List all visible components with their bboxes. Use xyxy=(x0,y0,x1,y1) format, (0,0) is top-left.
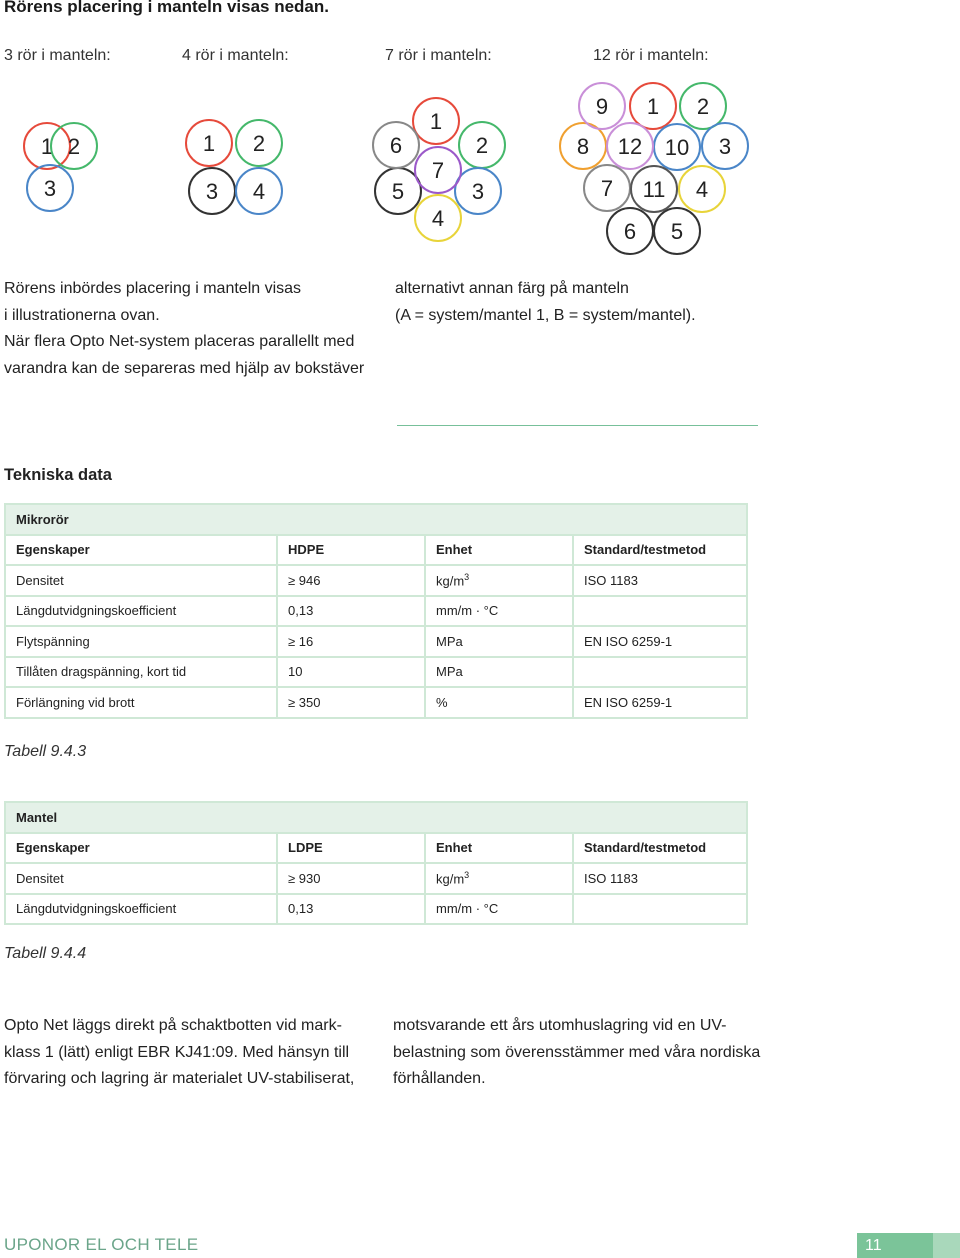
section-divider xyxy=(397,425,758,426)
pipe-number: 2 xyxy=(475,133,489,158)
column-header: Standard/testmetod xyxy=(573,535,747,566)
cell-unit xyxy=(425,863,573,894)
pipe-number: 4 xyxy=(431,206,445,231)
cell-property: Tillåten dragspänning, kort tid xyxy=(5,657,277,688)
cell-unit xyxy=(425,565,573,596)
pipe-1 xyxy=(413,98,459,144)
pipe-1 xyxy=(24,123,70,169)
outro-right-text xyxy=(393,1013,760,1093)
pipe-10 xyxy=(654,124,700,170)
jacket-table xyxy=(4,801,748,925)
config-label-12: 12 rör i manteln: xyxy=(593,47,709,64)
intro-line: varandra kan de separeras med hjälp av bokstäver xyxy=(4,359,365,377)
cell-standard: EN ISO 6259-1 xyxy=(573,687,747,718)
table-row xyxy=(5,565,747,596)
pipe-3 xyxy=(455,168,501,214)
config-label-3: 3 rör i manteln: xyxy=(4,47,111,64)
pipe-number: 1 xyxy=(646,94,660,119)
cell-standard xyxy=(573,596,747,627)
table-row xyxy=(5,657,747,688)
pipe-1 xyxy=(186,120,232,166)
pipe-4 xyxy=(236,168,282,214)
cell-unit xyxy=(425,626,573,657)
page-heading: Rörens placering i manteln visas nedan. xyxy=(4,0,329,16)
column-header: Enhet xyxy=(425,535,573,566)
pipe-6 xyxy=(373,122,419,168)
page-badge-accent xyxy=(933,1233,960,1258)
cell-value: ≥ 350 xyxy=(277,687,425,718)
pipe-number: 3 xyxy=(718,134,732,159)
pipe-12 xyxy=(607,123,653,169)
pipe-9 xyxy=(579,83,625,129)
microtube-table xyxy=(4,503,748,719)
pipe-number: 11 xyxy=(642,177,666,202)
cell-unit xyxy=(425,657,573,688)
intro-line: Rörens inbördes placering i manteln visas xyxy=(4,280,302,297)
unit-text: mm/m · °C xyxy=(436,603,499,619)
pipe-3 xyxy=(189,168,235,214)
column-header: Standard/testmetod xyxy=(573,833,747,864)
table-row xyxy=(5,626,747,657)
outro-line: motsvarande ett års utomhuslagring vid en UV- xyxy=(393,1017,727,1034)
pipe-3 xyxy=(702,123,748,169)
pipe-placement-diagram xyxy=(0,70,760,270)
table-row xyxy=(5,687,747,718)
unit-text: MPa xyxy=(436,633,463,649)
pipe-number: 2 xyxy=(252,131,266,156)
pipe-4 xyxy=(679,166,725,212)
cell-standard: EN ISO 6259-1 xyxy=(573,626,747,657)
outro-line: förhållanden. xyxy=(393,1070,486,1087)
pipe-5 xyxy=(654,208,700,254)
column-header: Enhet xyxy=(425,833,573,864)
pipe-number: 12 xyxy=(617,134,643,159)
pipe-number: 2 xyxy=(67,134,81,159)
pipe-number: 5 xyxy=(670,219,684,244)
table-group-title: Mikrorör xyxy=(5,504,747,535)
outro-line: klass 1 (lätt) enligt EBR KJ41:09. Med hänsyn till xyxy=(4,1043,350,1061)
outro-line: belastning som överensstämmer med våra nordiska xyxy=(393,1043,761,1061)
pipe-1 xyxy=(630,83,676,129)
table-row xyxy=(5,894,747,925)
table-row xyxy=(5,596,747,627)
column-header: Egenskaper xyxy=(5,833,277,864)
pipe-2 xyxy=(459,122,505,168)
outro-line: förvaring och lagring är materialet UV-stabiliserat, xyxy=(4,1070,355,1087)
cell-unit xyxy=(425,687,573,718)
cell-property: Densitet xyxy=(5,863,277,894)
cell-property: Längdutvidgningskoefficient xyxy=(5,894,277,925)
unit-superscript: 3 xyxy=(464,870,470,881)
intro-right-text xyxy=(395,276,696,329)
intro-left-text xyxy=(4,276,364,382)
cell-standard xyxy=(573,657,747,688)
column-header: LDPE xyxy=(277,833,425,864)
unit-text: kg/m xyxy=(436,871,465,887)
pipe-6 xyxy=(607,208,653,254)
cell-unit xyxy=(425,596,573,627)
pipe-number: 6 xyxy=(623,219,637,244)
intro-line: alternativt annan färg på manteln xyxy=(395,280,629,297)
unit-text: MPa xyxy=(436,664,463,680)
pipe-number: 9 xyxy=(595,94,609,119)
pipe-number: 7 xyxy=(431,158,445,183)
pipe-number: 3 xyxy=(205,179,219,204)
unit-text: % xyxy=(436,694,448,710)
intro-line: När flera Opto Net-system placeras parallellt med xyxy=(4,333,355,350)
intro-line: i illustrationerna ovan. xyxy=(4,306,160,324)
cell-value: 0,13 xyxy=(277,596,425,627)
pipe-number: 10 xyxy=(664,135,690,160)
pipe-number: 1 xyxy=(429,109,443,134)
pipe-3 xyxy=(27,165,73,211)
pipe-number: 5 xyxy=(391,179,405,204)
cell-value: 0,13 xyxy=(277,894,425,925)
intro-line: (A = system/mantel 1, B = system/mantel). xyxy=(395,306,696,324)
pipe-number: 4 xyxy=(252,179,266,204)
pipe-2 xyxy=(680,83,726,129)
pipe-2 xyxy=(236,120,282,166)
pipe-2 xyxy=(51,123,97,169)
pipe-number: 3 xyxy=(43,176,57,201)
pipe-number: 1 xyxy=(202,131,216,156)
table-caption: Tabell 9.4.4 xyxy=(4,945,87,962)
page-number: 11 xyxy=(857,1233,933,1258)
pipe-11 xyxy=(631,166,677,212)
column-header: Egenskaper xyxy=(5,535,277,566)
pipe-number: 8 xyxy=(576,134,590,159)
cell-value: ≥ 946 xyxy=(277,565,425,596)
cell-property: Längdutvidgningskoefficient xyxy=(5,596,277,627)
unit-text: mm/m · °C xyxy=(436,901,499,917)
table-group-title: Mantel xyxy=(5,802,747,833)
cell-property: Densitet xyxy=(5,565,277,596)
unit-text: kg/m xyxy=(436,573,465,589)
cell-standard xyxy=(573,894,747,925)
cell-standard: ISO 1183 xyxy=(573,863,747,894)
unit-superscript: 3 xyxy=(464,572,470,583)
section-title: Tekniska data xyxy=(4,466,112,484)
footer-brand: UPONOR EL OCH TELE xyxy=(4,1235,199,1254)
pipe-4 xyxy=(415,195,461,241)
outro-line: Opto Net läggs direkt på schaktbotten vid mark- xyxy=(4,1017,342,1034)
column-header: HDPE xyxy=(277,535,425,566)
pipe-number: 6 xyxy=(389,133,403,158)
pipe-number: 2 xyxy=(696,94,710,119)
cell-property: Förlängning vid brott xyxy=(5,687,277,718)
pipe-7 xyxy=(584,165,630,211)
pipe-number: 7 xyxy=(600,176,614,201)
pipe-number: 4 xyxy=(695,177,709,202)
table-caption: Tabell 9.4.3 xyxy=(4,743,87,760)
pipe-7 xyxy=(415,147,461,193)
cell-property: Flytspänning xyxy=(5,626,277,657)
cell-standard: ISO 1183 xyxy=(573,565,747,596)
pipe-number: 3 xyxy=(471,179,485,204)
pipe-5 xyxy=(375,168,421,214)
cell-value: ≥ 930 xyxy=(277,863,425,894)
config-label-4: 4 rör i manteln: xyxy=(182,47,289,64)
cell-value: ≥ 16 xyxy=(277,626,425,657)
cell-value: 10 xyxy=(277,657,425,688)
pipe-number: 1 xyxy=(40,134,54,159)
table-row xyxy=(5,863,747,894)
config-label-7: 7 rör i manteln: xyxy=(385,47,492,64)
pipe-8 xyxy=(560,123,606,169)
outro-left-text xyxy=(4,1013,354,1093)
cell-unit xyxy=(425,894,573,925)
